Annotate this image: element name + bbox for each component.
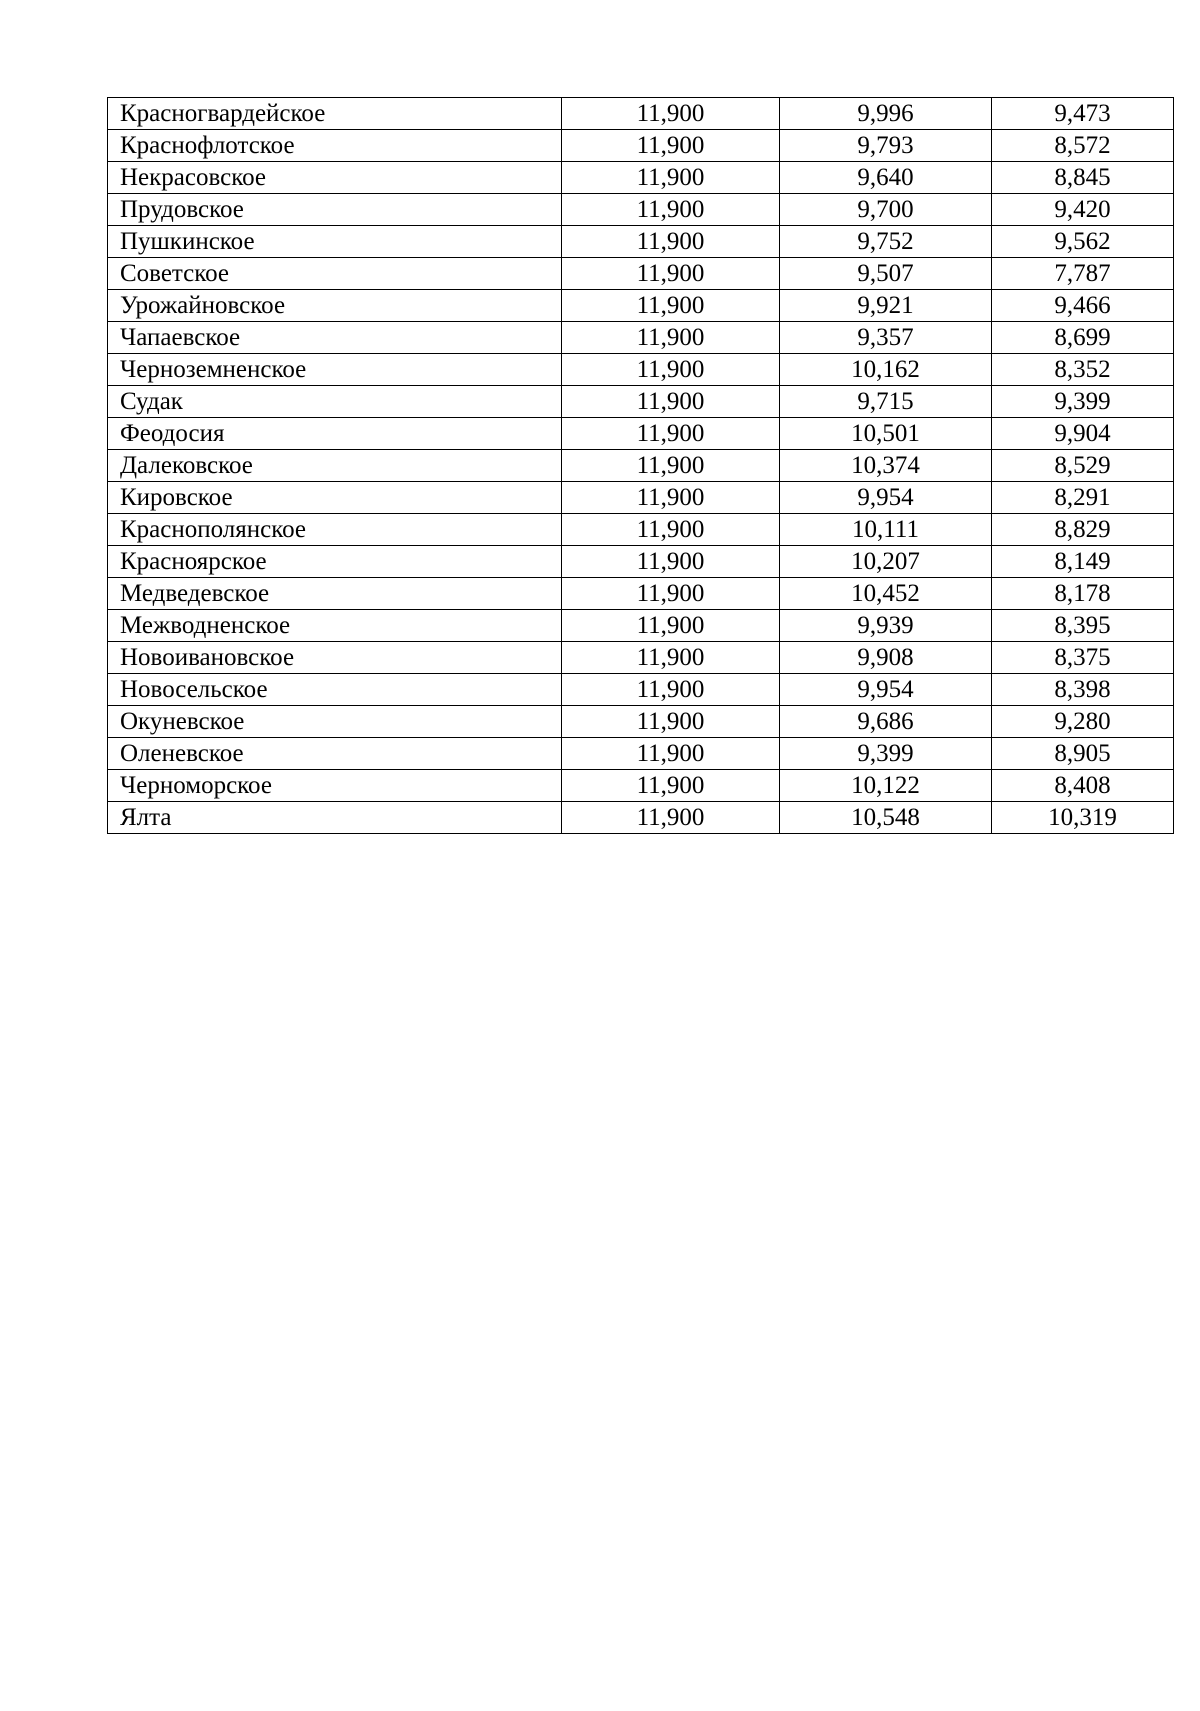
table-row bbox=[108, 674, 1174, 706]
value-cell-col-4: 8,291 bbox=[992, 482, 1174, 514]
value-cell-col-2: 11,900 bbox=[562, 514, 780, 546]
value-cell-col-3: 9,686 bbox=[780, 706, 992, 738]
row-name-cell: Краснофлотское bbox=[108, 130, 562, 162]
value-cell-col-4: 9,466 bbox=[992, 290, 1174, 322]
row-name-cell: Черноземненское bbox=[108, 354, 562, 386]
value-cell-col-3: 9,996 bbox=[780, 98, 992, 130]
table-row bbox=[108, 386, 1174, 418]
value-cell-col-3: 9,752 bbox=[780, 226, 992, 258]
table-row bbox=[108, 770, 1174, 802]
value-cell-col-3: 9,715 bbox=[780, 386, 992, 418]
value-cell-col-3: 10,548 bbox=[780, 802, 992, 834]
value-cell-col-2: 11,900 bbox=[562, 322, 780, 354]
row-name-cell: Советское bbox=[108, 258, 562, 290]
table-row bbox=[108, 578, 1174, 610]
table-row bbox=[108, 514, 1174, 546]
value-cell-col-4: 8,375 bbox=[992, 642, 1174, 674]
value-cell-col-4: 7,787 bbox=[992, 258, 1174, 290]
value-cell-col-3: 9,640 bbox=[780, 162, 992, 194]
row-name-cell: Красноярское bbox=[108, 546, 562, 578]
table-row bbox=[108, 546, 1174, 578]
row-name-cell: Краснополянское bbox=[108, 514, 562, 546]
table-row bbox=[108, 322, 1174, 354]
value-cell-col-2: 11,900 bbox=[562, 162, 780, 194]
value-cell-col-2: 11,900 bbox=[562, 738, 780, 770]
value-cell-col-4: 10,319 bbox=[992, 802, 1174, 834]
value-cell-col-3: 10,111 bbox=[780, 514, 992, 546]
value-cell-col-2: 11,900 bbox=[562, 770, 780, 802]
value-cell-col-4: 9,280 bbox=[992, 706, 1174, 738]
value-cell-col-2: 11,900 bbox=[562, 290, 780, 322]
value-cell-col-2: 11,900 bbox=[562, 610, 780, 642]
value-cell-col-2: 11,900 bbox=[562, 546, 780, 578]
table-row bbox=[108, 354, 1174, 386]
table-row bbox=[108, 450, 1174, 482]
table-body bbox=[108, 98, 1174, 834]
value-cell-col-2: 11,900 bbox=[562, 354, 780, 386]
value-cell-col-4: 8,699 bbox=[992, 322, 1174, 354]
value-cell-col-3: 10,452 bbox=[780, 578, 992, 610]
row-name-cell: Некрасовское bbox=[108, 162, 562, 194]
value-cell-col-4: 9,473 bbox=[992, 98, 1174, 130]
value-cell-col-2: 11,900 bbox=[562, 706, 780, 738]
value-cell-col-2: 11,900 bbox=[562, 482, 780, 514]
value-cell-col-3: 9,921 bbox=[780, 290, 992, 322]
value-cell-col-4: 8,572 bbox=[992, 130, 1174, 162]
row-name-cell: Далековское bbox=[108, 450, 562, 482]
row-name-cell: Чапаевское bbox=[108, 322, 562, 354]
table-row bbox=[108, 162, 1174, 194]
value-cell-col-4: 8,395 bbox=[992, 610, 1174, 642]
row-name-cell: Урожайновское bbox=[108, 290, 562, 322]
value-cell-col-4: 8,529 bbox=[992, 450, 1174, 482]
table-row bbox=[108, 802, 1174, 834]
value-cell-col-3: 10,501 bbox=[780, 418, 992, 450]
row-name-cell: Кировское bbox=[108, 482, 562, 514]
value-cell-col-3: 9,954 bbox=[780, 674, 992, 706]
table-row bbox=[108, 194, 1174, 226]
row-name-cell: Окуневское bbox=[108, 706, 562, 738]
value-cell-col-2: 11,900 bbox=[562, 258, 780, 290]
row-name-cell: Ялта bbox=[108, 802, 562, 834]
table-row bbox=[108, 258, 1174, 290]
row-name-cell: Оленевское bbox=[108, 738, 562, 770]
row-name-cell: Новосельское bbox=[108, 674, 562, 706]
value-cell-col-4: 9,399 bbox=[992, 386, 1174, 418]
value-cell-col-3: 9,507 bbox=[780, 258, 992, 290]
value-cell-col-2: 11,900 bbox=[562, 674, 780, 706]
value-cell-col-4: 8,178 bbox=[992, 578, 1174, 610]
value-cell-col-4: 9,420 bbox=[992, 194, 1174, 226]
table-row bbox=[108, 738, 1174, 770]
value-cell-col-3: 10,374 bbox=[780, 450, 992, 482]
value-cell-col-3: 10,122 bbox=[780, 770, 992, 802]
value-cell-col-3: 9,908 bbox=[780, 642, 992, 674]
value-cell-col-2: 11,900 bbox=[562, 98, 780, 130]
value-cell-col-4: 8,845 bbox=[992, 162, 1174, 194]
value-cell-col-3: 9,793 bbox=[780, 130, 992, 162]
value-cell-col-3: 10,162 bbox=[780, 354, 992, 386]
value-cell-col-4: 9,904 bbox=[992, 418, 1174, 450]
value-cell-col-2: 11,900 bbox=[562, 802, 780, 834]
row-name-cell: Судак bbox=[108, 386, 562, 418]
value-cell-col-2: 11,900 bbox=[562, 226, 780, 258]
value-cell-col-4: 8,829 bbox=[992, 514, 1174, 546]
value-cell-col-4: 8,905 bbox=[992, 738, 1174, 770]
table-row bbox=[108, 418, 1174, 450]
table-row bbox=[108, 482, 1174, 514]
value-cell-col-2: 11,900 bbox=[562, 578, 780, 610]
value-cell-col-4: 8,149 bbox=[992, 546, 1174, 578]
table-row bbox=[108, 226, 1174, 258]
value-cell-col-3: 9,700 bbox=[780, 194, 992, 226]
value-cell-col-3: 9,939 bbox=[780, 610, 992, 642]
table-row bbox=[108, 610, 1174, 642]
value-cell-col-3: 9,357 bbox=[780, 322, 992, 354]
row-name-cell: Пушкинское bbox=[108, 226, 562, 258]
value-cell-col-3: 9,399 bbox=[780, 738, 992, 770]
value-cell-col-2: 11,900 bbox=[562, 450, 780, 482]
value-cell-col-2: 11,900 bbox=[562, 130, 780, 162]
row-name-cell: Феодосия bbox=[108, 418, 562, 450]
value-cell-col-2: 11,900 bbox=[562, 418, 780, 450]
value-cell-col-4: 8,398 bbox=[992, 674, 1174, 706]
value-cell-col-2: 11,900 bbox=[562, 642, 780, 674]
row-name-cell: Прудовское bbox=[108, 194, 562, 226]
value-cell-col-4: 9,562 bbox=[992, 226, 1174, 258]
value-cell-col-2: 11,900 bbox=[562, 386, 780, 418]
value-cell-col-4: 8,352 bbox=[992, 354, 1174, 386]
value-cell-col-3: 9,954 bbox=[780, 482, 992, 514]
table-row bbox=[108, 706, 1174, 738]
data-table bbox=[107, 97, 1174, 834]
value-cell-col-2: 11,900 bbox=[562, 194, 780, 226]
row-name-cell: Красногвардейское bbox=[108, 98, 562, 130]
row-name-cell: Черноморское bbox=[108, 770, 562, 802]
row-name-cell: Новоивановское bbox=[108, 642, 562, 674]
table-row bbox=[108, 98, 1174, 130]
table-row bbox=[108, 642, 1174, 674]
row-name-cell: Медведевское bbox=[108, 578, 562, 610]
table-row bbox=[108, 290, 1174, 322]
value-cell-col-3: 10,207 bbox=[780, 546, 992, 578]
row-name-cell: Межводненское bbox=[108, 610, 562, 642]
value-cell-col-4: 8,408 bbox=[992, 770, 1174, 802]
table-row bbox=[108, 130, 1174, 162]
